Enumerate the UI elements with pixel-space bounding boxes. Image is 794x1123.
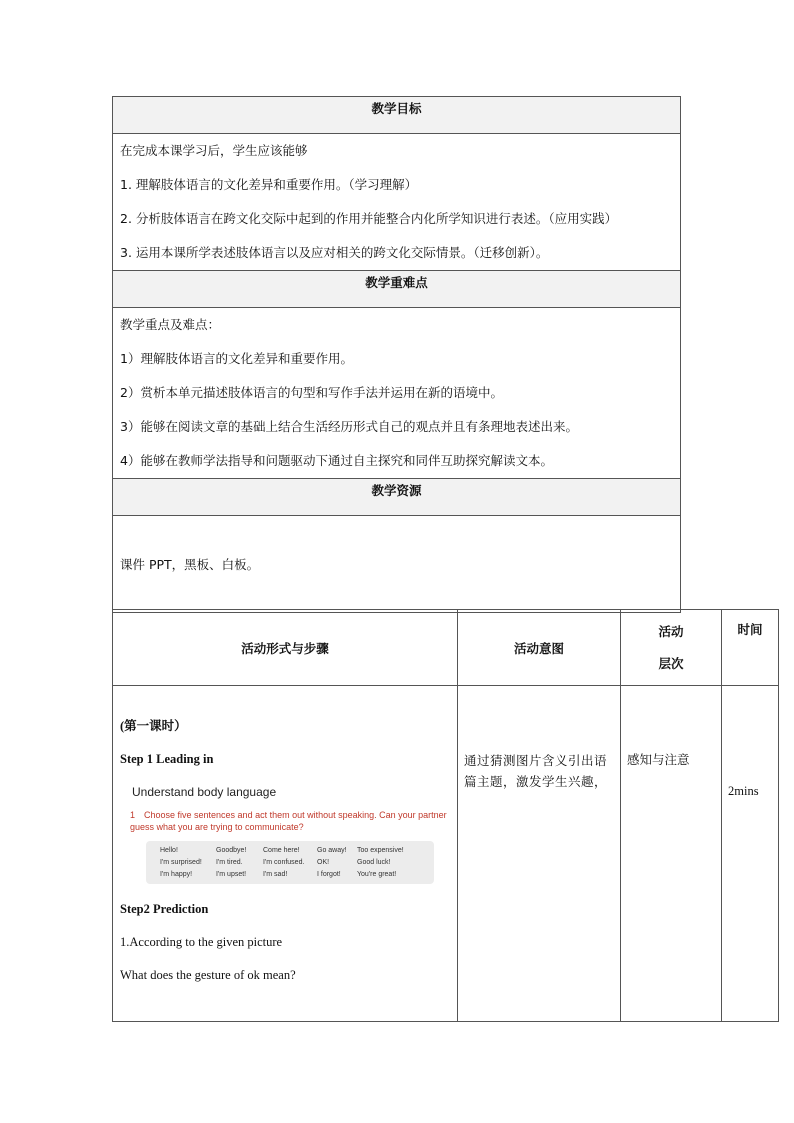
- textbook-excerpt: [120, 785, 450, 884]
- phrase: I'm upset!: [216, 871, 247, 878]
- phrase: Hello!: [160, 847, 178, 854]
- phrase: Goodbye!: [216, 847, 247, 854]
- level-cell: 感知与注意: [621, 686, 722, 1022]
- intent-cell: 通过猜测图片含义引出语篇主题，激发学生兴趣，: [458, 686, 621, 1022]
- activity-table: [112, 609, 779, 1022]
- time-cell: 2mins: [722, 686, 779, 1022]
- phrase: I'm surprised!: [160, 859, 202, 866]
- phrase: Come here!: [263, 847, 300, 854]
- time-header: 时间: [722, 610, 779, 686]
- step2-title: Step2 Prediction: [120, 902, 209, 916]
- phrase: I forgot!: [317, 871, 341, 878]
- phrase: OK!: [317, 859, 330, 866]
- intent-header: 活动意图: [458, 610, 621, 686]
- phrase: You're great!: [357, 871, 397, 878]
- step2-line: 1.According to the given picture: [120, 935, 283, 949]
- phrase: I'm happy!: [160, 871, 193, 878]
- objectives-table: [112, 96, 681, 613]
- question-text: Choose five sentences and act them out without speaking. Can your partner guess what you are trying to communicate?: [130, 810, 447, 832]
- step1-title: Step 1 Leading in: [120, 752, 214, 766]
- question-number: 1: [130, 810, 136, 820]
- lesson-label: (第一课时）: [120, 719, 187, 733]
- phrase: I'm tired.: [216, 859, 243, 866]
- step2-line: What does the gesture of ok mean?: [120, 968, 296, 982]
- key-point-line: 3）能够在阅读文章的基础上结合生活经历形式自己的观点并且有条理地表述出来。: [120, 419, 578, 434]
- steps-header: 活动形式与步骤: [113, 610, 458, 686]
- level-header-line1: 活动: [658, 623, 684, 639]
- objectives-body: [113, 134, 681, 271]
- key-point-line: 4）能够在教师学法指导和问题驱动下通过自主探究和同伴互助探究解读文本。: [120, 453, 553, 468]
- objective-line: 2. 分析肢体语言在跨文化交际中起到的作用并能整合内化所学知识进行表述。（应用实践）: [120, 211, 618, 226]
- resources-header: 教学资源: [113, 479, 681, 516]
- steps-cell: [113, 686, 458, 1022]
- key-point-line: 1）理解肢体语言的文化差异和重要作用。: [120, 351, 353, 366]
- key-points-header: 教学重难点: [113, 271, 681, 308]
- phrase-grid: [146, 841, 434, 884]
- key-point-line: 教学重点及难点：: [120, 317, 221, 332]
- phrase: Good luck!: [357, 859, 391, 866]
- textbook-title: Understand body language: [132, 785, 277, 799]
- resources-text: 课件 PPT，黑板、白板。: [113, 516, 681, 613]
- objectives-header: 教学目标: [113, 97, 681, 134]
- objective-line: 在完成本课学习后，学生应该能够: [120, 143, 308, 158]
- level-header: [621, 610, 722, 686]
- key-point-line: 2）赏析本单元描述肢体语言的句型和写作手法并运用在新的语境中。: [120, 385, 503, 400]
- phrase: Too expensive!: [357, 847, 404, 854]
- objective-line: 3. 运用本课所学表述肢体语言以及应对相关的跨文化交际情景。（迁移创新）。: [120, 245, 549, 260]
- level-header-line2: 层次: [658, 655, 684, 671]
- phrase: I'm sad!: [263, 871, 288, 878]
- phrase: Go away!: [317, 847, 347, 854]
- phrase: I'm confused.: [263, 859, 305, 866]
- objective-line: 1. 理解肢体语言的文化差异和重要作用。（学习理解）: [120, 177, 418, 192]
- textbook-question: [130, 809, 450, 833]
- key-points-body: [113, 308, 681, 479]
